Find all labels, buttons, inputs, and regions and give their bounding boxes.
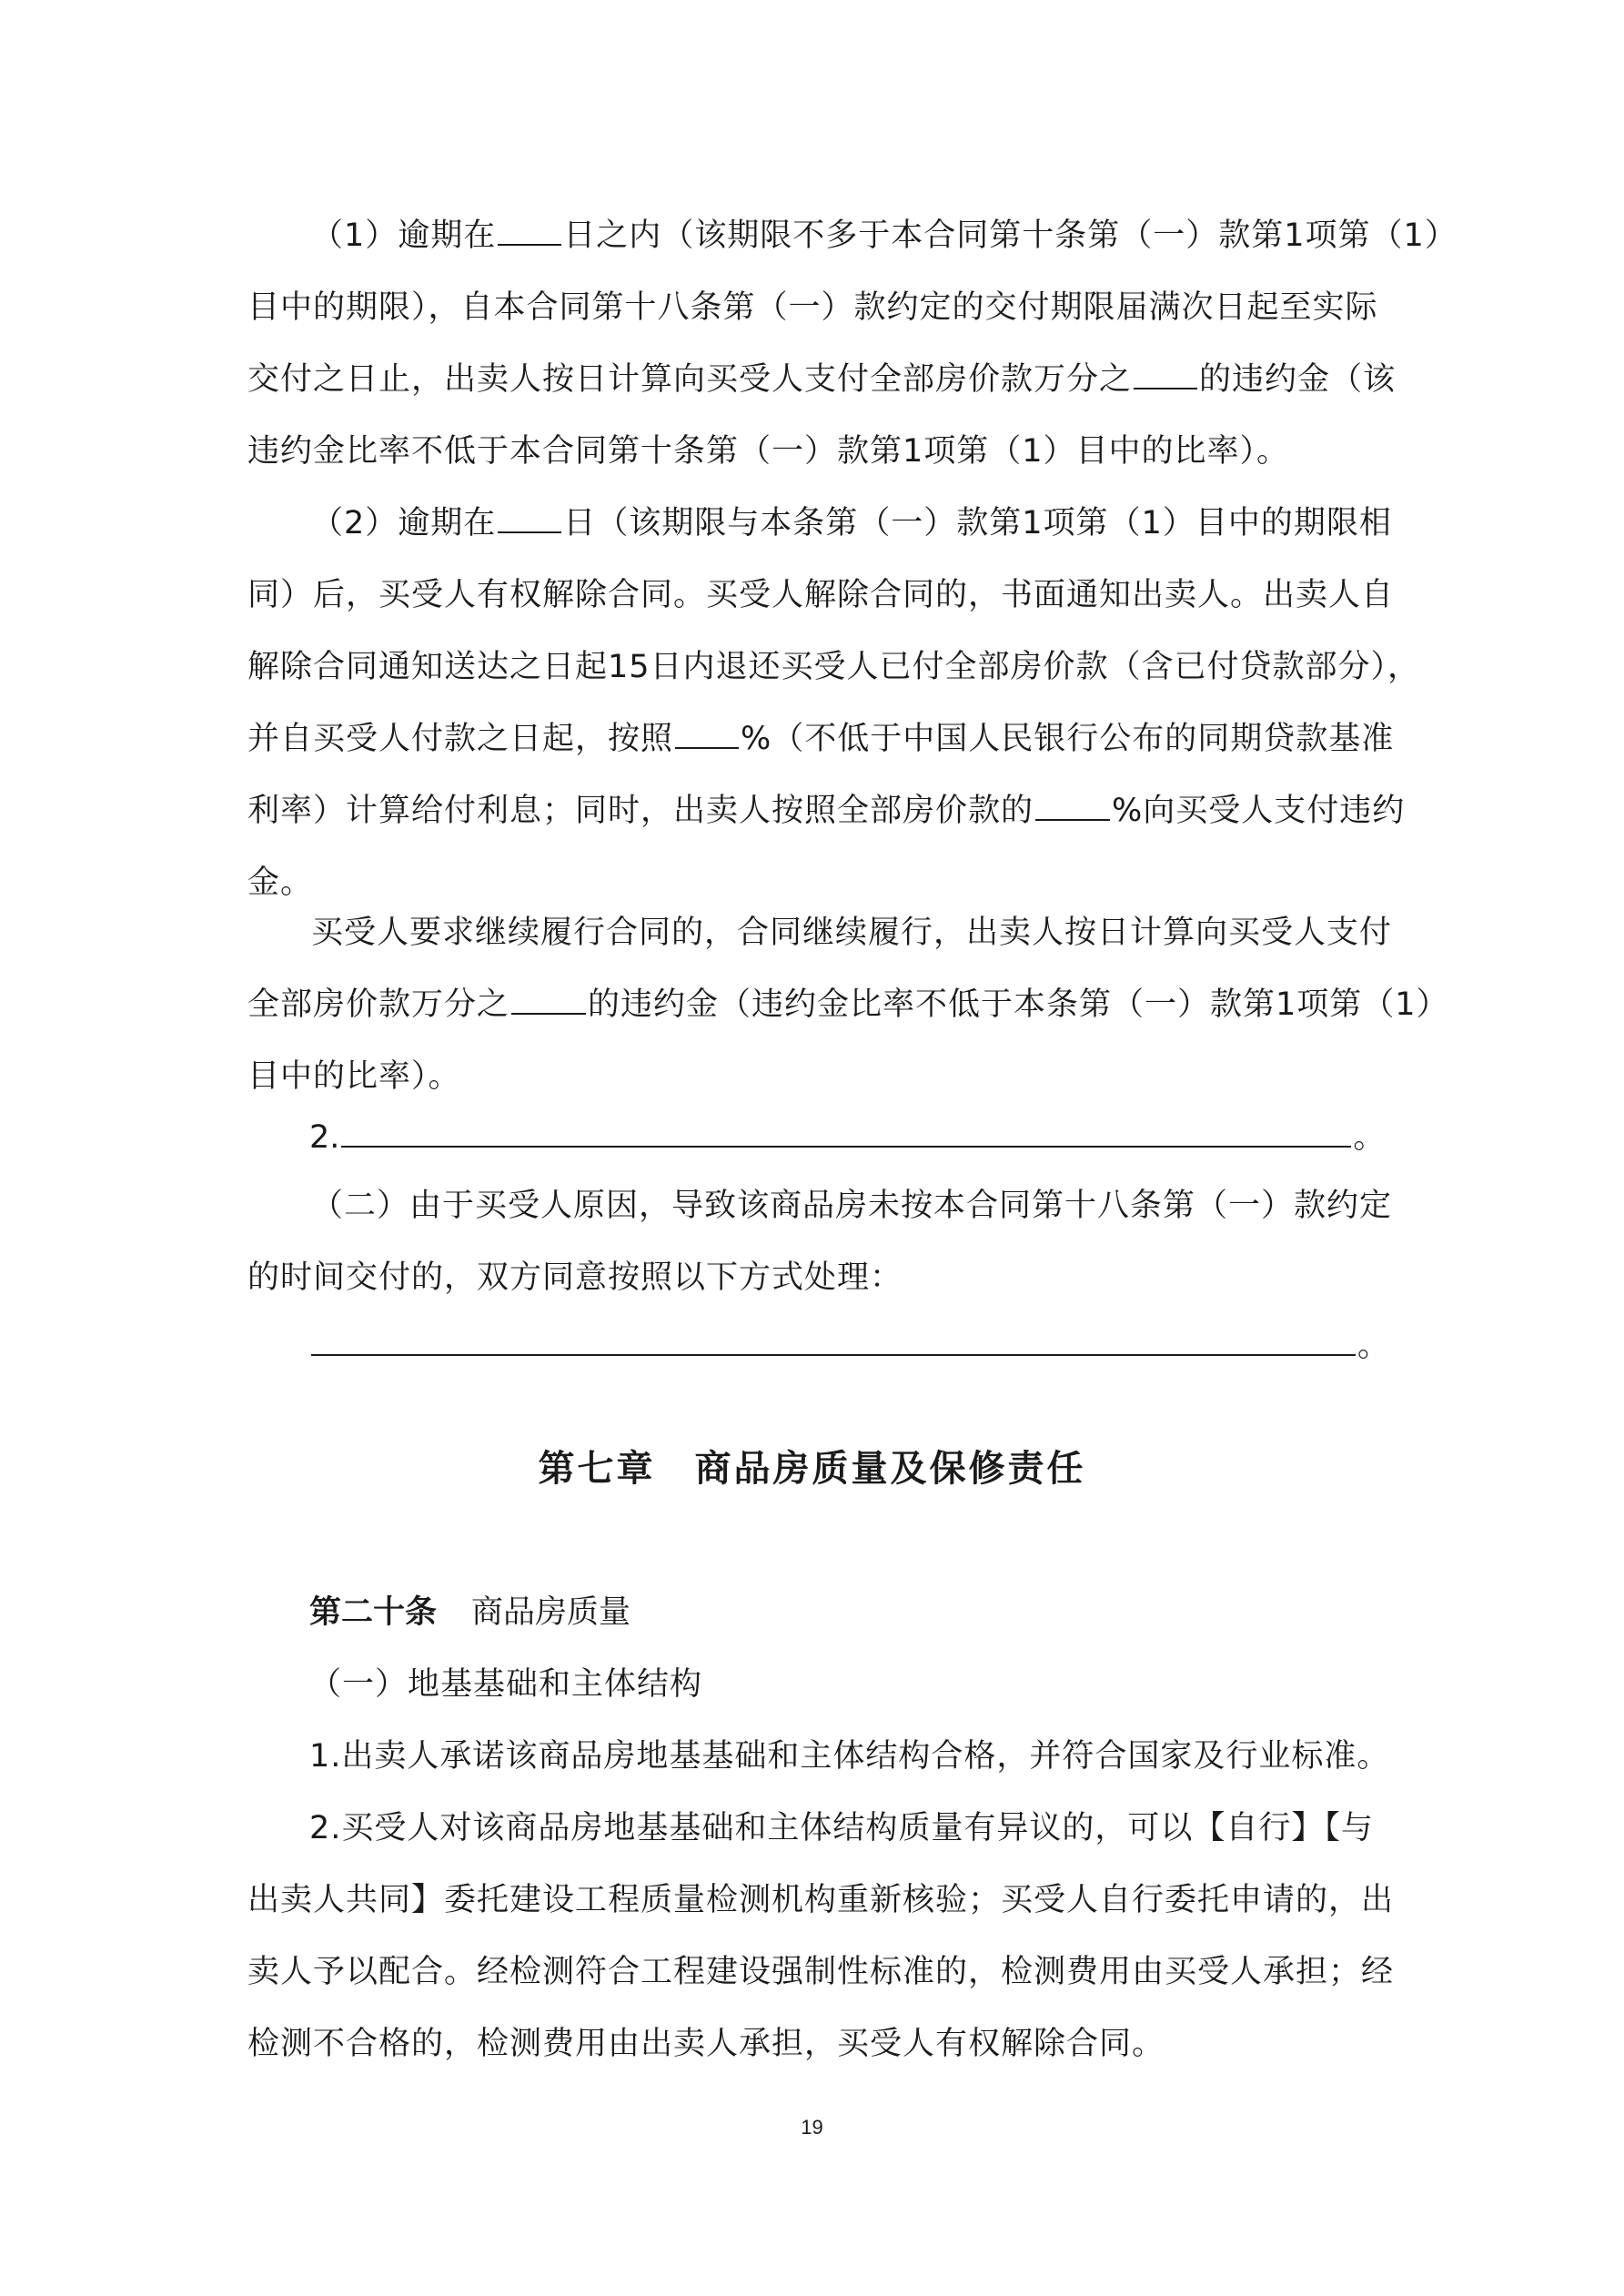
blank-days-2[interactable] — [498, 504, 561, 533]
text-line: 交付之日止，出卖人按日计算向买受人支付全部房价款万分之 — [247, 361, 1133, 398]
text-line: 解除合同通知送达之日起15日内退还买受人已付全部房价款（含已付贷款部分）， — [247, 649, 1421, 685]
text-punct: 。 — [1353, 1119, 1386, 1156]
handling-blank-row — [309, 1310, 1389, 1382]
page-number: 19 — [801, 2116, 823, 2139]
text-line: 金。 — [247, 865, 314, 901]
text-line: 买受人要求继续履行合同的，合同继续履行，出卖人按日计算向买受人支付 — [311, 915, 1393, 951]
text-line: 日之内（该期限不多于本合同第十条第（一）款第1项第（1） — [563, 217, 1458, 254]
text-line: 出卖人共同】委托建设工程质量检测机构重新核验；买受人自行委托申请的，出 — [247, 1882, 1395, 1918]
blank-item-2[interactable] — [341, 1118, 1351, 1148]
text-line: 利率）计算给付利息；同时，出卖人按照全部房价款的 — [247, 793, 1034, 829]
text-line: （2）逾期在 — [311, 505, 497, 541]
blank-daily-rate[interactable] — [511, 986, 586, 1015]
text-line: 同）后，买受人有权解除合同。买受人解除合同的，书面通知出卖人。出卖人自 — [247, 577, 1395, 613]
text-line: 日（该期限与本条第（一）款第1项第（1）目中的期限相 — [563, 505, 1392, 541]
text-line: 的违约金（违约金比率不低于本条第（一）款第1项第（1） — [588, 986, 1449, 1023]
text-punct: 。 — [1357, 1328, 1390, 1364]
text-line: 卖人予以配合。经检测符合工程建设强制性标准的，检测费用由买受人承担；经 — [247, 1954, 1395, 1990]
text-line: （二）由于买受人原因，导致该商品房未按本合同第十八条第（一）款约定 — [311, 1188, 1393, 1224]
text-line: （一）地基基础和主体结构 — [309, 1666, 703, 1703]
text-line: 检测不合格的，检测费用由出卖人承担，买受人有权解除合同。 — [247, 2026, 1165, 2062]
blank-interest-rate[interactable] — [675, 720, 739, 749]
blank-days[interactable] — [498, 217, 561, 246]
clause-overdue-2 — [247, 488, 1421, 919]
blank-penalty-percent[interactable] — [1035, 792, 1110, 821]
text-line: 的时间交付的，双方同意按照以下方式处理： — [247, 1259, 903, 1296]
text-line: 的违约金（该 — [1199, 361, 1397, 398]
article-title: 商品房质量 — [471, 1594, 631, 1631]
text-line: %（不低于中国人民银行公布的同期贷款基准 — [741, 721, 1395, 757]
blank-penalty-rate[interactable] — [1134, 360, 1197, 389]
item-number: 2. — [309, 1119, 340, 1156]
blank-handling-method[interactable] — [311, 1327, 1356, 1356]
text-line: 全部房价款万分之 — [247, 986, 510, 1023]
text-line: 违约金比率不低于本合同第十条第（一）款第1项第（1）目中的比率）。 — [247, 433, 1290, 470]
article-heading — [309, 1577, 630, 1649]
article-label: 第二十条 — [309, 1594, 438, 1631]
text-line: 1.出卖人承诺该商品房地基基础和主体结构合格，并符合国家及行业标准。 — [309, 1738, 1390, 1775]
clause-foundation-structure — [247, 1649, 1395, 2080]
item-2-row — [309, 1102, 1385, 1174]
text-line: %向买受人支付违约 — [1112, 793, 1406, 829]
text-line: 目中的比率）。 — [247, 1058, 461, 1095]
clause-buyer-cause — [247, 1170, 1393, 1314]
text-line: （1）逾期在 — [311, 217, 497, 254]
text-line: 目中的期限），自本合同第十八条第（一）款约定的交付期限届满次日起至实际 — [247, 289, 1378, 326]
clause-continue-performance — [247, 897, 1449, 1113]
text-line: 2.买受人对该商品房地基基础和主体结构质量有异议的，可以【自行】【与 — [309, 1810, 1374, 1846]
clause-overdue-1 — [247, 200, 1458, 488]
chapter-title: 第七章 商品房质量及保修责任 — [538, 1448, 1086, 1490]
text-line: 并自买受人付款之日起，按照 — [247, 721, 674, 757]
